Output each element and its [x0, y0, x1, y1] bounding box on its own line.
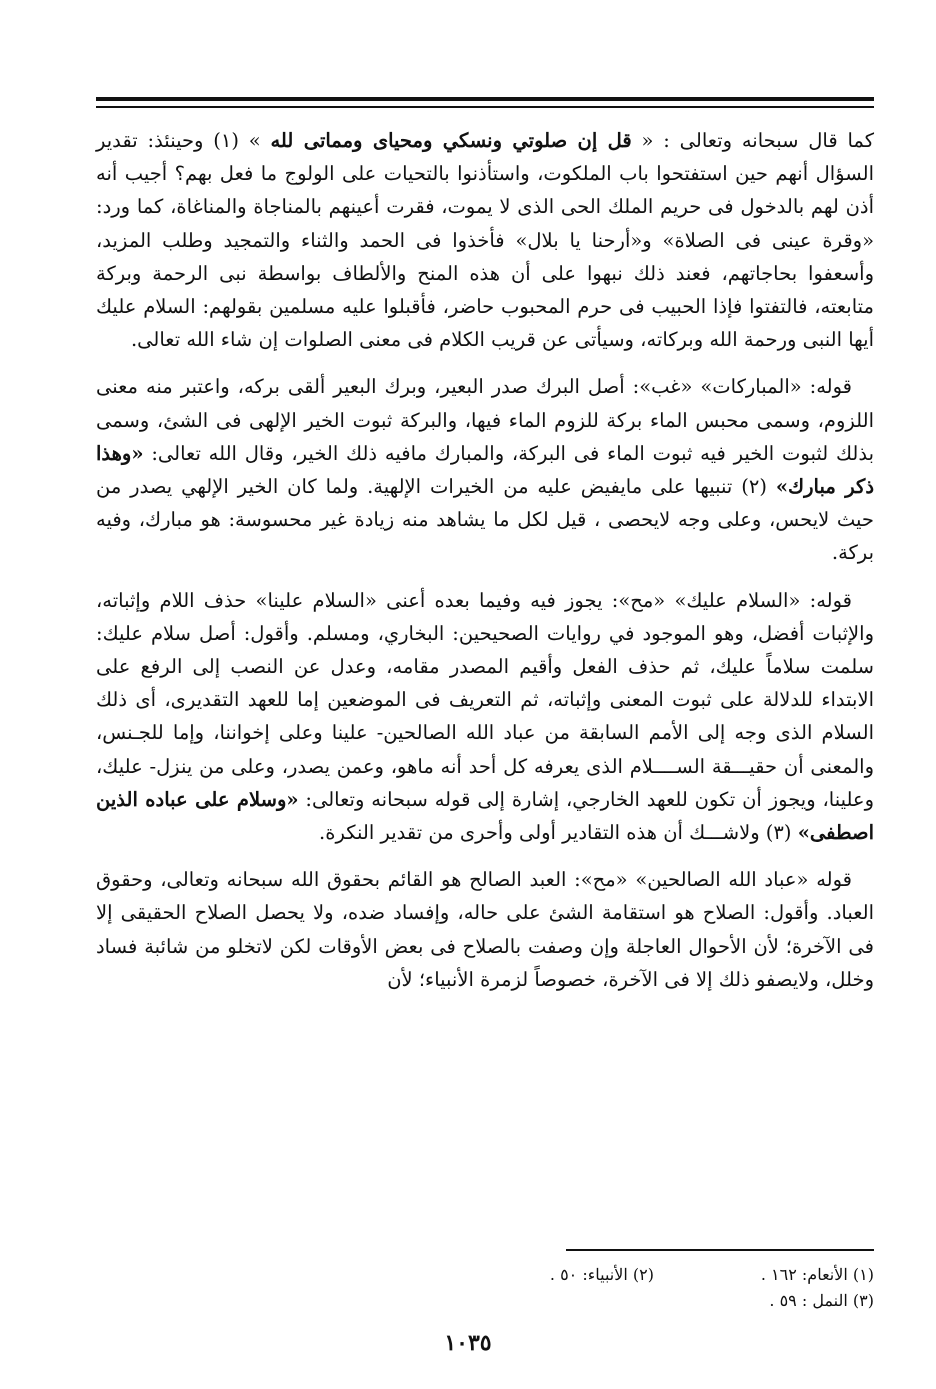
footnote-row — [96, 1288, 874, 1314]
quoted-verse: «وهذا ذكر مبارك» — [96, 441, 875, 499]
page-number: ١٠٣٥ — [444, 1330, 492, 1356]
paragraph — [96, 584, 874, 850]
footnote-row — [96, 1262, 874, 1288]
footnote-1: (١) الأنعام: ١٦٢ . — [760, 1265, 874, 1284]
paragraph-text: » (١) وحينئذ: تقدير السؤال أنهم حين استفتحوا باب الملكوت، واستأذنوا بالتحيات على الولوج ما فعل بهم؟ أجيب أنه أذن لهم بالدخول فى حريم الملك الحى الذى لا يموت، فقرت أعينهم بالمناجاة والمناغاة، كما ورد: «وقرة عينى فى الصلاة» و«أرحنا يا بلال» فأخذوا فى الحمد والثناء والتمجيد وطلب المزيد، وأسعفوا بحاجاتهم، فعند ذلك نبهوا على أن هذه المنح والألطاف بواسطة نبى الرحمة وبركة متابعته، فالتفتوا فإذا الحبيب فى حرم المحبوب حاضر، فأقبلوا عليه مسلمين بقولهم: السلام عليك أيها النبى ورحمة الله وبركاته، وسيأتى عن قريب الكلام فى معنى الصلوات إن شاء الله تعالى. — [96, 129, 874, 352]
paragraph-text: قوله: «السلام عليك» «مح»: يجوز فيه وفيما بعده أعنى «السلام علينا» حذف اللام وإثباته، والإثبات أفضل، وهو الموجود في روايات الصحيحين: البخاري، ومسلم. وأقول: أصل سلام عليك: سلمت سلاماً عليك، ثم حذف الفعل وأقيم المصدر مقامه، وعدل عن النصب إلى الرفع على الابتداء للدلالة على ثبوت المعنى وإثباته، ثم التعريف فى الموضعين إما للعهد التقديرى، أى ذلك السلام الذى وجه إلى الأمم السابقة من عباد الله الصالحين- علينا وعلى إخواننا، وإما للجـنس، والمعنى أن حقيـــقة الســــلام الذى يعرفه كل أحد أنه ماهو، وعمن يصدر، وعلى من ينزل- عليك، وعلينا، ويجوز أن تكون للعهد الخارجي، إشارة إلى قوله سبحانه وتعالى: — [96, 588, 874, 811]
paragraph-text: (٢) تنبيها على مايفيض عليه من الخيرات الإلهية. ولما كان الخير الإلهي يصدر من حيث لايحس، وعلى وجه لايحصى ، قيل لكل ما يشاهد منه زيادة غير محسوسة: هو مبارك، وفيه بركة. — [96, 475, 874, 565]
footnote-2: (٢) الأنبياء: ٥٠ . — [549, 1265, 654, 1284]
quoted-verse: «وسلام على عباده الذين اصطفى» — [96, 787, 874, 845]
quoted-verse: قل إن صلوتي ونسكي ومحياى ومماتى لله — [270, 129, 632, 152]
footnote-3: (٣) النمل : ٥٩ . — [769, 1291, 874, 1310]
footnotes — [96, 1262, 874, 1314]
header-rule-thick — [96, 97, 874, 101]
paragraph-text: قوله «عباد الله الصالحين» «مح»: العبد الصالح هو القائم بحقوق الله سبحانه وتعالى، وحقوق العباد. وأقول: الصلاح هو استقامة الشئ على حاله، وإفساد ضده، ولا يحصل الصلاح الحقيقى إلا فى الآخرة؛ لأن الأحوال العاجلة وإن وصفت بالصلاح فى بعض الأوقات لكن لاتخلو من شائبة فساد وخلل، ولايصفو ذلك إلا فى الآخرة، خصوصاً لزمرة الأنبياء؛ لأن — [96, 868, 874, 991]
header-rule-thin — [96, 106, 874, 108]
paragraph-text: قوله: «المباركات» «غب»: أصل البرك صدر البعير، وبرك البعير ألقى بركه، واعتبر منه معنى اللزوم، وسمى محبس الماء بركة للزوم الماء فيها، والبركة ثبوت الخير الإلهى فى الشئ، وسمى بذلك لثبوت الخير فيه ثبوت الماء فى البركة، والمبارك مافيه ذلك الخير، وقال الله تعالى: — [96, 375, 874, 465]
paragraph-text: كما قال سبحانه وتعالى : « — [631, 129, 874, 152]
paragraph — [96, 370, 874, 569]
paragraph — [96, 124, 874, 356]
paragraph-text: (٣) ولاشـــك أن هذه التقادير أولى وأحرى من تقدير النكرة. — [319, 821, 798, 845]
footnote-separator — [566, 1249, 874, 1251]
main-text — [96, 124, 874, 1010]
paragraph — [96, 863, 874, 996]
